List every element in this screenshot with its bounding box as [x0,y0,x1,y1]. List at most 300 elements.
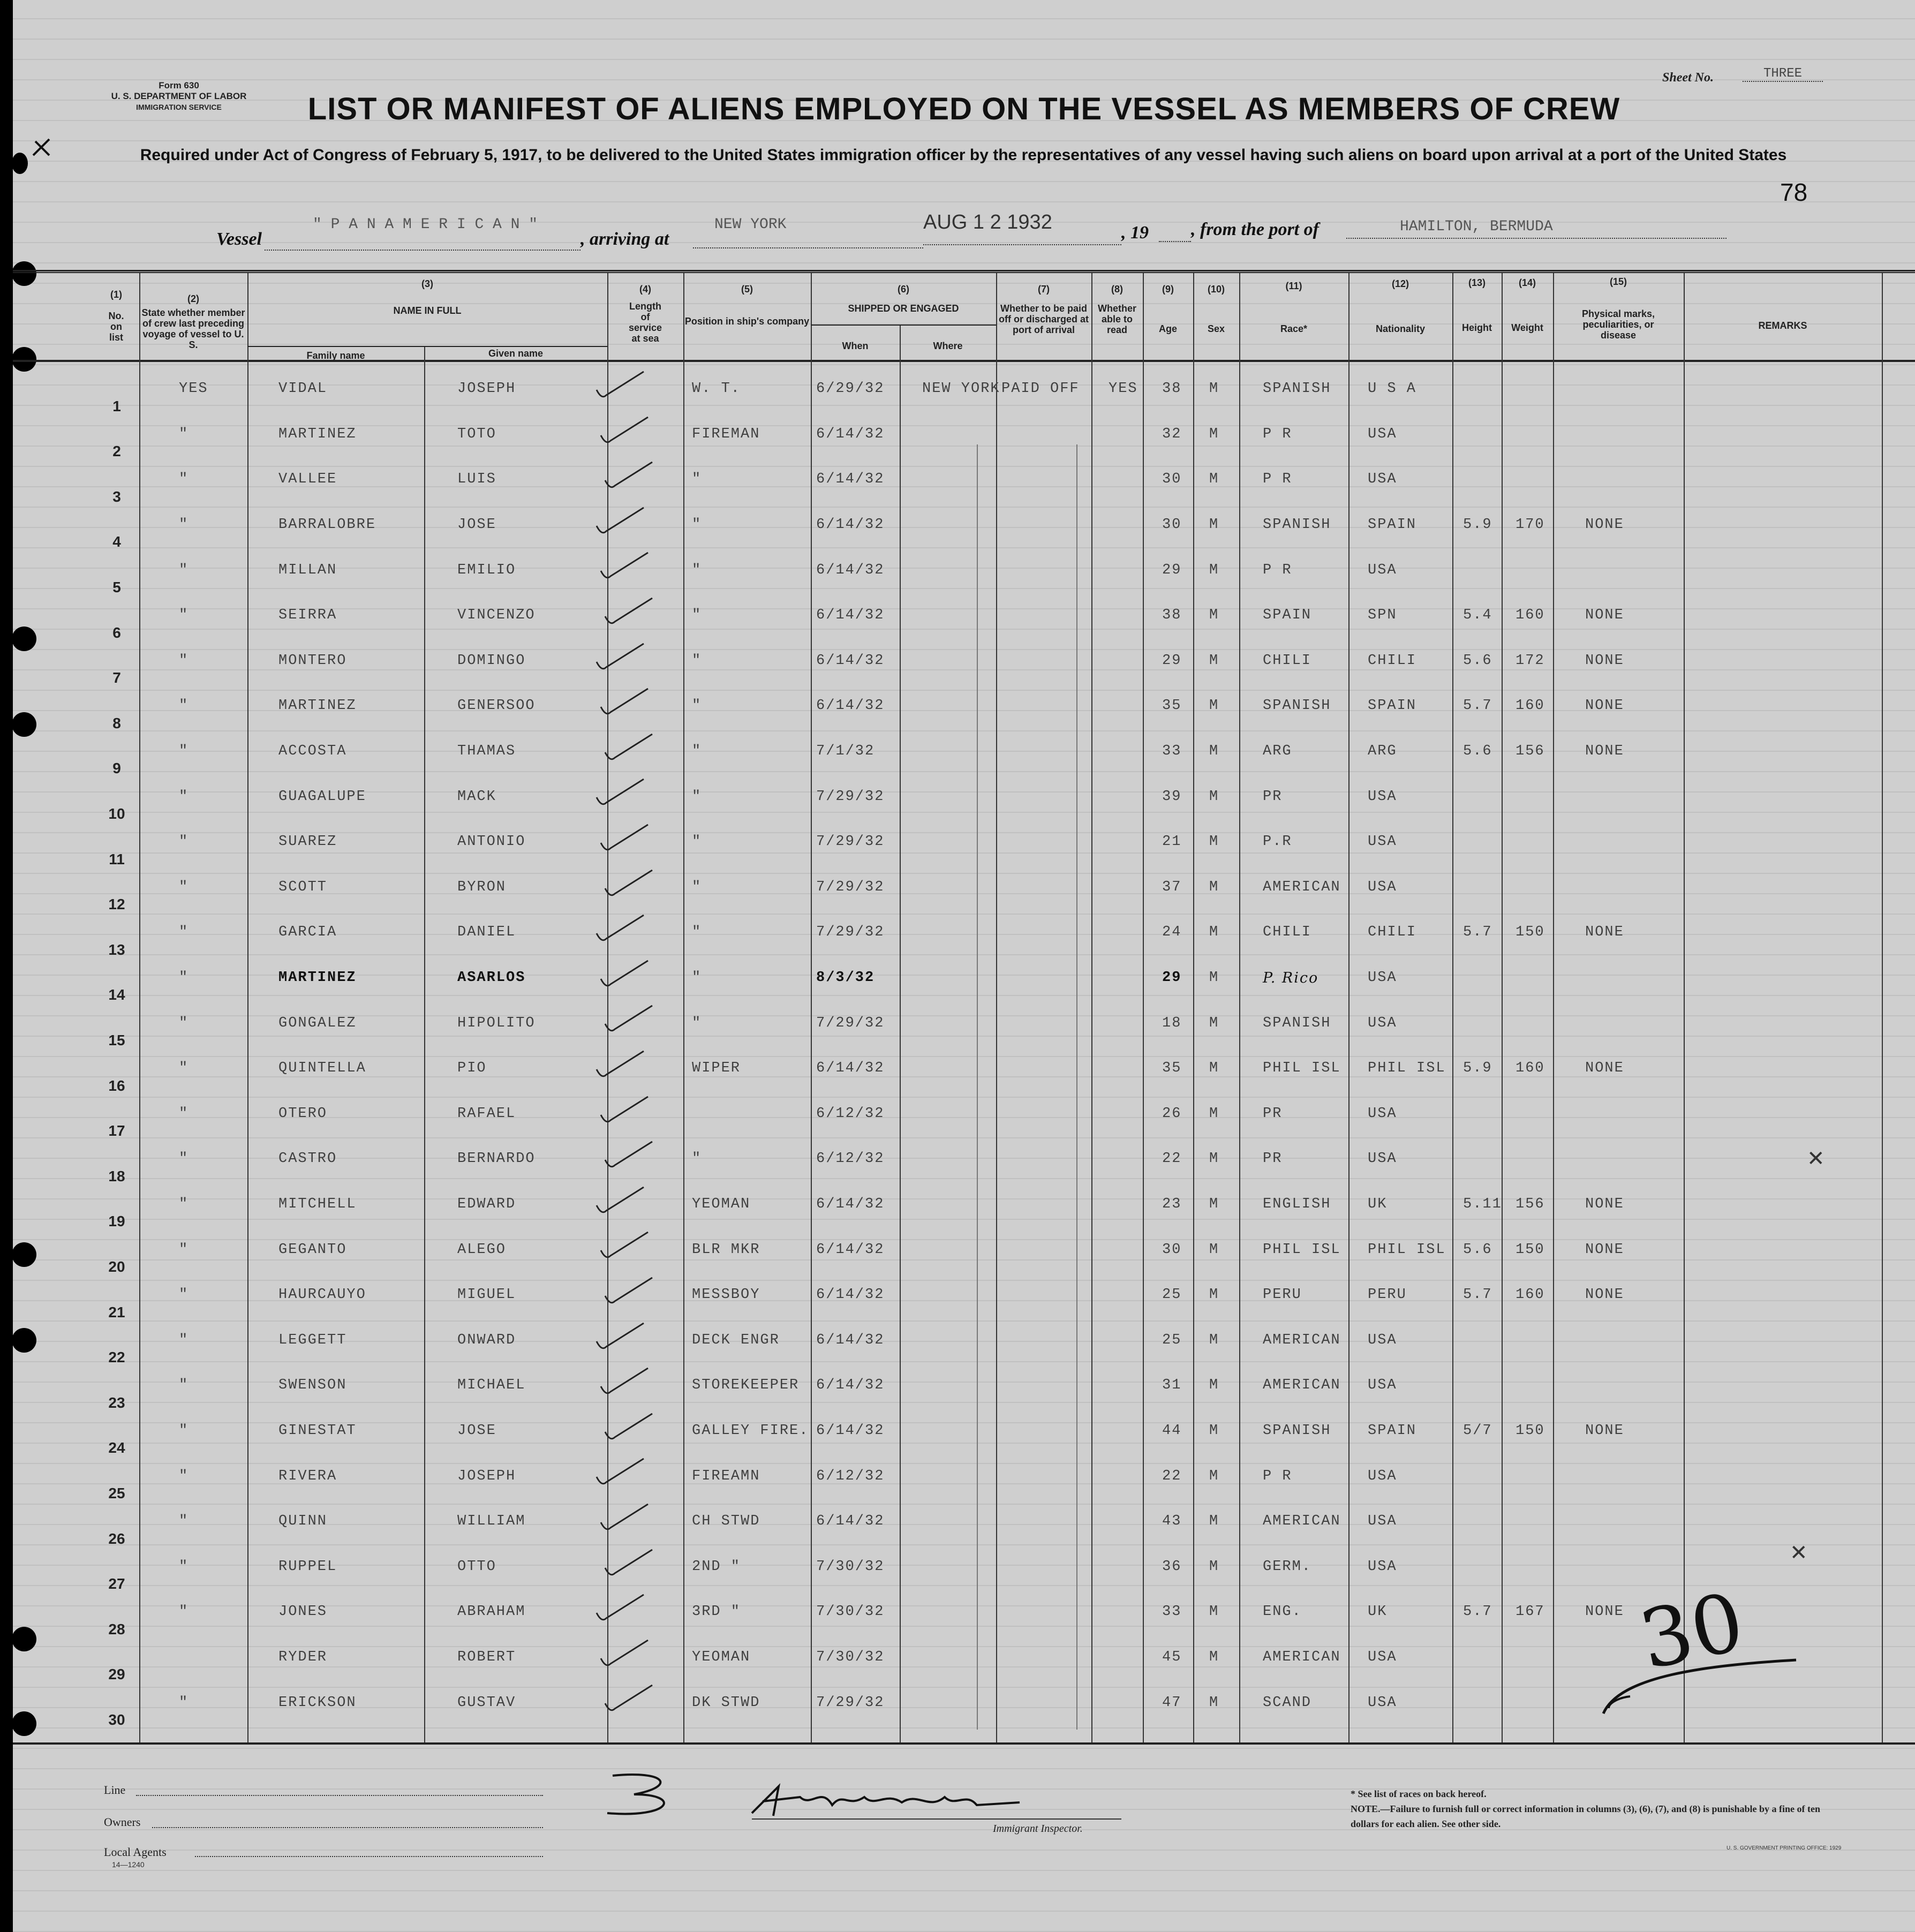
sex-cell: M [1209,1558,1219,1575]
position-cell: YEOMAN [692,1649,751,1666]
check-mark [603,459,657,491]
age-cell: 18 [1162,1015,1182,1031]
sex-cell: M [1209,1196,1219,1213]
shipped-when-cell: 6/14/32 [816,1423,885,1439]
weight-cell: 150 [1516,1241,1545,1258]
given-name-cell: VINCENZO [457,607,536,624]
given-name-cell: THAMAS [457,743,516,760]
shipped-when-cell: 7/29/32 [816,1694,885,1711]
row-number: 10 [108,805,125,822]
family-name-cell: MARTINEZ [278,426,357,442]
table-row [13,871,1915,917]
nationality-cell: CHILI [1368,924,1417,941]
table-row [13,373,1915,418]
sex-cell: M [1209,1468,1219,1484]
check-mark [599,957,652,990]
row-number: 4 [112,533,121,550]
age-cell: 30 [1162,1241,1182,1258]
nationality-cell: USA [1368,1105,1397,1122]
table-row [13,418,1915,464]
weight-cell: 167 [1516,1604,1545,1620]
vessel-underline [265,250,580,251]
age-cell: 26 [1162,1105,1182,1122]
sex-cell: M [1209,1513,1219,1530]
given-name-cell: GENERSOO [457,698,536,714]
total-underline-stroke [1598,1644,1801,1719]
race-cell: AMERICAN [1263,1649,1341,1666]
sex-cell: M [1209,743,1219,760]
prev-voyage-cell: " [179,1015,189,1031]
row-number: 1 [112,397,121,414]
shipped-when-cell: 6/14/32 [816,1332,885,1348]
age-cell: 38 [1162,381,1182,397]
position-cell: WIPER [692,1060,741,1077]
position-cell: FIREMAN [692,426,760,442]
prev-voyage-cell: " [179,788,189,805]
race-cell: PERU [1263,1287,1302,1303]
row-number: 9 [112,760,121,777]
remarks-mark: ✕ [1807,1146,1825,1171]
shipped-when-cell: 6/14/32 [816,698,885,714]
table-row [13,962,1915,1007]
age-cell: 39 [1162,788,1182,805]
height-cell: 5.11 [1463,1196,1502,1213]
col-3-header: NAME IN FULL [393,305,462,316]
table-row [13,735,1915,781]
row-number: 23 [108,1394,125,1411]
age-cell: 24 [1162,924,1182,941]
weight-cell: 170 [1516,517,1545,533]
row-number: 12 [108,896,125,913]
shipped-when-cell: 6/14/32 [816,1241,885,1258]
physical-marks-cell: NONE [1585,1241,1624,1258]
check-mark [599,549,652,582]
prev-voyage-cell: " [179,1060,189,1077]
race-cell: PR [1263,1151,1283,1167]
shipped-when-cell: 6/12/32 [816,1468,885,1484]
col-10-header: Sex [1207,323,1225,334]
table-row [13,509,1915,554]
check-mark [603,595,657,627]
given-name-cell: DOMINGO [457,652,526,669]
nationality-cell: UK [1368,1196,1388,1213]
owners-underline [152,1827,543,1828]
check-mark [599,1365,652,1397]
form-number: Form 630 [159,80,199,90]
col-13-header: Height [1462,322,1492,333]
position-cell: " [692,517,702,533]
shipped-when-cell: 6/14/32 [816,652,885,669]
col-12-number: (12) [1391,278,1409,289]
shipped-when-cell: 6/12/32 [816,1151,885,1167]
prev-voyage-cell: " [179,426,189,442]
check-mark [603,1274,657,1307]
given-name-cell: TOTO [457,426,496,442]
sex-cell: M [1209,562,1219,578]
row-number: 7 [112,669,121,686]
given-name-cell: MIGUEL [457,1287,516,1303]
check-mark [603,1138,657,1171]
from-port: HAMILTON, BERMUDA [1400,218,1553,235]
given-name-cell: MICHAEL [457,1377,526,1394]
position-cell: " [692,562,702,578]
height-cell: 5.9 [1463,1060,1492,1077]
race-cell: P R [1263,562,1292,578]
prev-voyage-cell: " [179,834,189,850]
age-cell: 23 [1162,1196,1182,1213]
weight-cell: 160 [1516,698,1545,714]
height-cell: 5.7 [1463,1604,1492,1620]
row-number: 3 [112,488,121,505]
age-cell: 25 [1162,1287,1182,1303]
shipped-when-cell: 7/1/32 [816,743,875,760]
department-name: U. S. DEPARTMENT OF LABOR [111,91,247,101]
line-underline [136,1795,543,1796]
sex-cell: M [1209,652,1219,669]
height-cell: 5.4 [1463,607,1492,624]
prev-voyage-cell: " [179,1423,189,1439]
race-cell: AMERICAN [1263,879,1341,895]
age-cell: 43 [1162,1513,1182,1530]
prev-voyage-cell: " [179,924,189,941]
shipped-when-cell: 7/29/32 [816,924,885,941]
check-mark [599,414,652,446]
race-cell: SPANISH [1263,381,1331,397]
given-name-cell: OTTO [457,1558,496,1575]
check-mark [603,867,657,899]
shipped-when-cell: 7/30/32 [816,1558,885,1575]
height-cell: 5.6 [1463,652,1492,669]
table-row [13,916,1915,962]
table-row [13,826,1915,871]
check-mark [603,731,657,763]
position-cell: FIREAMN [692,1468,760,1484]
check-mark [599,821,652,854]
col-5-header: Position in ship's company [684,316,810,327]
height-cell: 5.7 [1463,698,1492,714]
paid-off-cell: PAID OFF [1001,381,1080,397]
height-cell: 5/7 [1463,1423,1492,1439]
sex-cell: M [1209,879,1219,895]
age-cell: 30 [1162,471,1182,488]
sex-cell: M [1209,381,1219,397]
prev-voyage-cell: " [179,652,189,669]
position-cell: " [692,743,702,760]
row-number: 30 [108,1711,125,1728]
given-name-cell: LUIS [457,471,496,488]
penalty-footnote: NOTE.—Failure to furnish full or correct information in columns (3), (6), (7), and (8) is punishable by a fine of ten dollars for each alien. See other side. [1351,1803,1821,1829]
weight-cell: 160 [1516,607,1545,624]
age-cell: 47 [1162,1694,1182,1711]
ditto-stroke [1076,444,1077,1730]
table-row [13,463,1915,509]
age-cell: 32 [1162,426,1182,442]
table-row [13,599,1915,645]
position-cell: " [692,879,702,895]
check-mark [599,685,652,718]
age-cell: 29 [1162,970,1182,986]
given-name-cell: JOSEPH [457,381,516,397]
row-number: 21 [108,1303,125,1320]
sex-cell: M [1209,1151,1219,1167]
physical-marks-cell: NONE [1585,652,1624,669]
sex-cell: M [1209,517,1219,533]
prev-voyage-cell: " [179,1377,189,1394]
from-port-label: , from the port of [1191,220,1319,239]
row-number: 5 [112,578,121,595]
agents-underline [195,1856,543,1857]
local-agents-label: Local Agents [104,1845,167,1859]
race-cell: PR [1263,788,1283,805]
table-row [13,1233,1915,1279]
given-name-cell: JOSE [457,517,496,533]
age-cell: 33 [1162,1604,1182,1620]
col-2-header: State whether member of crew last preceding voyage of vessel to U. S. [141,307,245,350]
position-cell: " [692,1151,702,1167]
family-name-cell: HAURCAUYO [278,1287,366,1303]
race-cell: P.R [1263,834,1292,850]
row-number: 28 [108,1620,125,1637]
table-row [13,1007,1915,1052]
position-cell: 3RD " [692,1604,741,1620]
check-mark [594,1591,648,1624]
table-row [13,1596,1915,1641]
family-name-cell: SUAREZ [278,834,337,850]
date-stamp: AUG 1 2 1932 [923,211,1052,233]
given-name-cell: JOSEPH [457,1468,516,1484]
col-8-header: Whether able to read [1098,303,1136,335]
position-cell: " [692,1015,702,1031]
sex-cell: M [1209,834,1219,850]
check-mark [594,1184,648,1216]
where-header: Where [933,341,963,351]
vessel-label: Vessel [216,229,262,249]
sex-cell: M [1209,1015,1219,1031]
shipped-when-cell: 7/29/32 [816,1015,885,1031]
age-cell: 38 [1162,607,1182,624]
nationality-cell: PHIL ISL [1368,1060,1446,1077]
col-6-header: SHIPPED OR ENGAGED [848,303,959,314]
form-code: 14—1240 [112,1860,145,1869]
check-mark [594,640,648,673]
age-cell: 29 [1162,562,1182,578]
col-1-number: (1) [110,289,122,300]
sex-cell: M [1209,1060,1219,1077]
age-cell: 30 [1162,517,1182,533]
row-number: 11 [109,850,125,867]
position-cell: W. T. [692,381,741,397]
table-row [13,1551,1915,1596]
col-1-header: No. on list [108,311,124,343]
check-mark [603,1546,657,1579]
physical-marks-cell: NONE [1585,1423,1624,1439]
sex-cell: M [1209,1604,1219,1620]
table-row [13,1324,1915,1370]
row-number: 6 [112,624,121,641]
weight-cell: 160 [1516,1287,1545,1303]
given-name-cell: HIPOLITO [457,1015,536,1031]
arriving-port: NEW YORK [714,216,787,233]
family-name-cell: QUINN [278,1513,328,1530]
row-number: 13 [108,941,125,958]
family-name-cell: MILLAN [278,562,337,578]
age-cell: 45 [1162,1649,1182,1666]
row-number: 20 [108,1258,125,1275]
race-cell: AMERICAN [1263,1332,1341,1348]
weight-cell: 172 [1516,652,1545,669]
table-row [13,1505,1915,1551]
col-5-number: (5) [741,284,753,295]
family-name-cell: ACCOSTA [278,743,347,760]
table-top-rule-2 [13,272,1915,273]
nationality-cell: CHILI [1368,652,1417,669]
given-name-cell: GUSTAV [457,1694,516,1711]
col-11-header: Race* [1280,323,1308,334]
nationality-cell: USA [1368,1015,1397,1031]
page-title: LIST OR MANIFEST OF ALIENS EMPLOYED ON THE VESSEL AS MEMBERS OF CREW [307,92,1620,126]
weight-cell: 150 [1516,1423,1545,1439]
family-name-cell: RUPPEL [278,1558,337,1575]
page-subtitle: Required under Act of Congress of February 5, 1917, to be delivered to the United States immigration officer by the representatives of any vessel having such aliens on board upon arrival at a port of the United States [140,146,1787,164]
sex-cell: M [1209,1105,1219,1122]
shipped-when-cell: 6/14/32 [816,1377,885,1394]
weight-cell: 156 [1516,743,1545,760]
col-9-number: (9) [1162,284,1174,295]
row-number: 29 [108,1666,125,1683]
col-4-header: Length of service at sea [628,301,662,344]
nationality-cell: USA [1368,1332,1397,1348]
race-cell: AMERICAN [1263,1513,1341,1530]
race-cell: SPAIN [1263,607,1312,624]
table-row [13,645,1915,690]
row-number: 15 [108,1031,125,1048]
row-number: 22 [108,1349,125,1366]
table-row [13,554,1915,599]
check-mark [599,1637,652,1669]
race-cell: CHILI [1263,652,1312,669]
prev-voyage-cell: " [179,562,189,578]
given-name-cell: MACK [457,788,496,805]
physical-marks-cell: NONE [1585,1604,1624,1620]
col-7-number: (7) [1038,284,1050,295]
date-underline [923,244,1121,245]
family-name-cell: ERICKSON [278,1694,357,1711]
prev-voyage-cell: " [179,517,189,533]
family-name-cell: CASTRO [278,1151,337,1167]
prev-voyage-cell: " [179,471,189,488]
col-14-number: (14) [1518,277,1536,288]
prev-voyage-cell: " [179,1694,189,1711]
given-name-cell: WILLIAM [457,1513,526,1530]
physical-marks-cell: NONE [1585,1060,1624,1077]
table-row [13,780,1915,826]
inspector-line [752,1818,1121,1820]
row-number: 14 [108,986,125,1003]
col-13-number: (13) [1468,277,1486,288]
row-number: 16 [108,1077,125,1094]
family-name-cell: LEGGETT [278,1332,347,1348]
table-row [13,1279,1915,1324]
ditto-stroke [977,444,978,1730]
race-cell: ARG [1263,743,1292,760]
arriving-label: , arriving at [580,229,669,249]
race-cell: ENGLISH [1263,1196,1331,1213]
col-14-header: Weight [1511,322,1543,333]
weight-cell: 156 [1516,1196,1545,1213]
race-cell: P R [1263,471,1292,488]
check-mark [594,1048,648,1080]
family-name-cell: MARTINEZ [278,970,357,986]
race-footnote: * See list of races on back hereof. [1351,1788,1487,1799]
col-3-number: (3) [421,278,433,289]
position-cell: MESSBOY [692,1287,760,1303]
sheet-number-label: Sheet No. [1662,71,1714,85]
position-cell: GALLEY FIRE. [692,1423,809,1439]
total-handwritten: 30 [1632,1575,1752,1688]
age-cell: 35 [1162,1060,1182,1077]
nationality-cell: USA [1368,834,1397,850]
shipped-when-cell: 6/14/32 [816,517,885,533]
prev-voyage-cell: " [179,879,189,895]
prev-voyage-cell: " [179,1151,189,1167]
race-cell: ENG. [1263,1604,1302,1620]
table-row [13,690,1915,735]
age-cell: 33 [1162,743,1182,760]
nationality-cell: USA [1368,1649,1397,1666]
given-name-cell: ROBERT [457,1649,516,1666]
nationality-cell: USA [1368,562,1397,578]
prev-voyage-cell: " [179,1332,189,1348]
shipped-where-cell: NEW YORK [922,381,1000,397]
race-cell: SPANISH [1263,1423,1331,1439]
sex-cell: M [1209,1241,1219,1258]
check-mark [599,1093,652,1126]
position-cell: " [692,607,702,624]
position-cell: YEOMAN [692,1196,751,1213]
row-number: 18 [108,1167,125,1184]
nationality-cell: PHIL ISL [1368,1241,1446,1258]
family-name-cell: GARCIA [278,924,337,941]
sex-cell: M [1209,426,1219,442]
row-number: 17 [108,1122,125,1139]
row-number: 19 [108,1213,125,1230]
position-cell: CH STWD [692,1513,760,1530]
col-12-header: Nationality [1375,323,1425,334]
nationality-cell: SPAIN [1368,1423,1417,1439]
page-number: 78 [1780,178,1808,206]
prev-voyage-cell: " [179,1513,189,1530]
family-name-cell: OTERO [278,1105,328,1122]
shipped-when-cell: 7/30/32 [816,1649,885,1666]
position-cell: " [692,834,702,850]
race-cell: SPANISH [1263,1015,1331,1031]
given-name-cell: BYRON [457,879,507,895]
physical-marks-cell: NONE [1585,1196,1624,1213]
prev-voyage-cell: YES [179,381,208,397]
nationality-cell: USA [1368,471,1397,488]
printing-office: U. S. GOVERNMENT PRINTING OFFICE: 1929 [1726,1845,1842,1851]
race-cell: PHIL ISL [1263,1241,1341,1258]
position-cell: " [692,471,702,488]
prev-voyage-cell: " [179,970,189,986]
col-6-number: (6) [898,284,909,295]
shipped-when-cell: 6/14/32 [816,426,885,442]
shipped-when-cell: 6/14/32 [816,471,885,488]
height-cell: 5.7 [1463,1287,1492,1303]
age-cell: 37 [1162,879,1182,895]
height-cell: 5.6 [1463,1241,1492,1258]
nationality-cell: ARG [1368,743,1397,760]
